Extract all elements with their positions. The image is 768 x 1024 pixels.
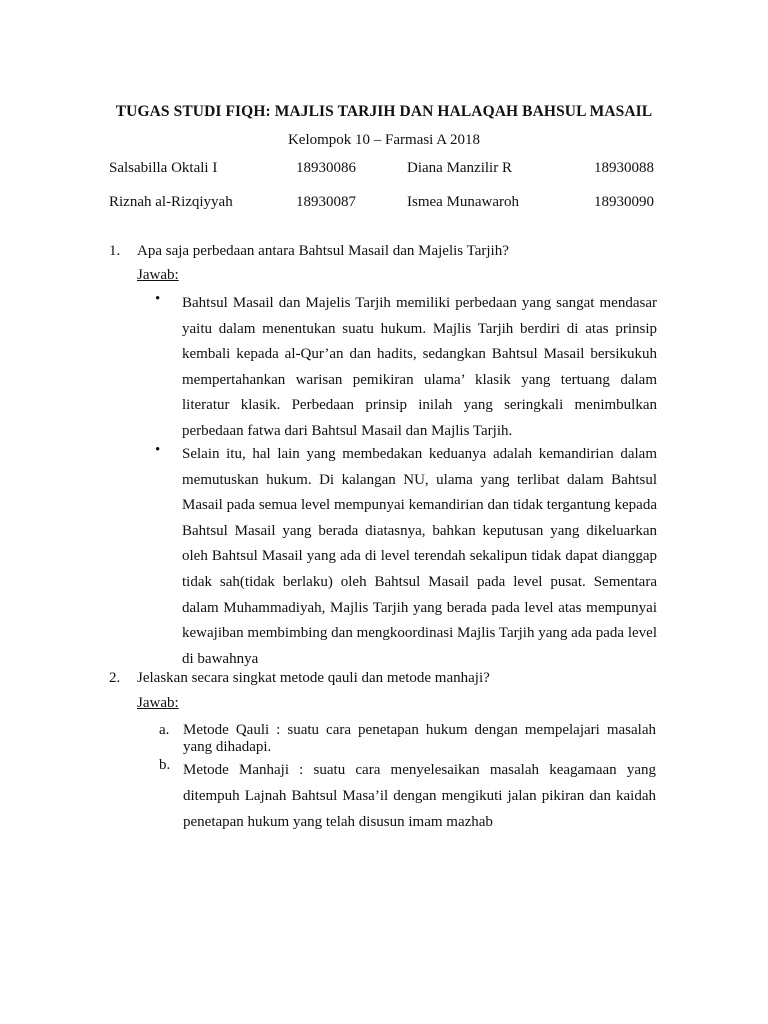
member-id: 18930086 [296, 160, 356, 176]
bullet-icon: • [155, 291, 161, 307]
item-text: Metode Qauli : suatu cara penetapan hukum dengan mempelajari masalah yang dihadapi. [183, 722, 656, 755]
member-id: 18930088 [594, 160, 654, 176]
member-name: Riznah al-Rizqiyyah [109, 194, 233, 210]
bullet-text: Selain itu, hal lain yang membedakan keduanya adalah kemandirian dalam memutuskan hukum. Di kalangan NU, ulama yang terlibat dalam Bahtsul Masail pada semua level mempunyai kemandirian dan tidak tergantung kepada Bahtsul Masail yang berada diatasnya, bahkan keputusan yang dikeluarkan oleh Bahtsul Masail yang ada di level terendah sekalipun tidak dapat dianggap tidak sah(tidak berlaku) oleh Bahtsul Masail pada level pusat. Sementara dalam Muhammadiyah, Majlis Tarjih yang berada pada level atas mempunyai kewajiban membimbing dan mengkoordinasi Majlis Tarjih yang ada pada level di bawahnya [182, 446, 657, 667]
question-text: Apa saja perbedaan antara Bahtsul Masail dan Majelis Tarjih? [137, 243, 509, 259]
member-table [109, 160, 669, 221]
bullet-icon: • [155, 442, 161, 458]
member-row [109, 194, 669, 221]
answer-label-text: Jawab [137, 267, 175, 283]
answer-label [137, 695, 179, 712]
bullet-text: Bahtsul Masail dan Majelis Tarjih memiliki perbedaan yang sangat mendasar yaitu dalam menentukan suatu hukum. Majlis Tarjih berdiri di atas prinsip kembali kepada al-Qur’an dan hadits, sedangkan Bahtsul Masail bersikukuh mempertahankan warisan pemikiran ulama’ klasik yang tertuang dalam literatur klasik. Perbedaan prinsip inilah yang seringkali menimbulkan perbedaan fatwa dari Bahtsul Masail dan Majlis Tarjih. [182, 295, 657, 439]
member-id: 18930087 [296, 194, 356, 210]
answer-label-colon: : [174, 267, 179, 283]
question-text: Jelaskan secara singkat metode qauli dan metode manhaji? [137, 670, 490, 686]
question-number: 2. [109, 670, 121, 686]
answer-label-text: Jawab [137, 695, 175, 711]
item-marker: a. [159, 722, 170, 738]
answer-label-colon: : [174, 695, 179, 711]
item-marker: b. [159, 757, 171, 773]
answer-label [137, 267, 179, 284]
group-subtitle: Kelompok 10 – Farmasi A 2018 [287, 132, 481, 148]
member-name: Salsabilla Oktali I [109, 160, 218, 176]
item-text: Metode Manhaji : suatu cara menyelesaikan masalah keagamaan yang ditempuh Lajnah Bahtsul Masa’il dengan mengikuti jalan pikiran dan kaidah penetapan hukum yang telah disusun imam mazhab [183, 762, 656, 830]
document-title: TUGAS STUDI FIQH: MAJLIS TARJIH DAN HALAQAH BAHSUL MASAIL [115, 103, 653, 120]
member-row [109, 160, 669, 194]
member-name: Diana Manzilir R [407, 160, 512, 176]
member-id: 18930090 [594, 194, 654, 210]
member-name: Ismea Munawaroh [407, 194, 520, 210]
question-number: 1. [109, 243, 121, 259]
